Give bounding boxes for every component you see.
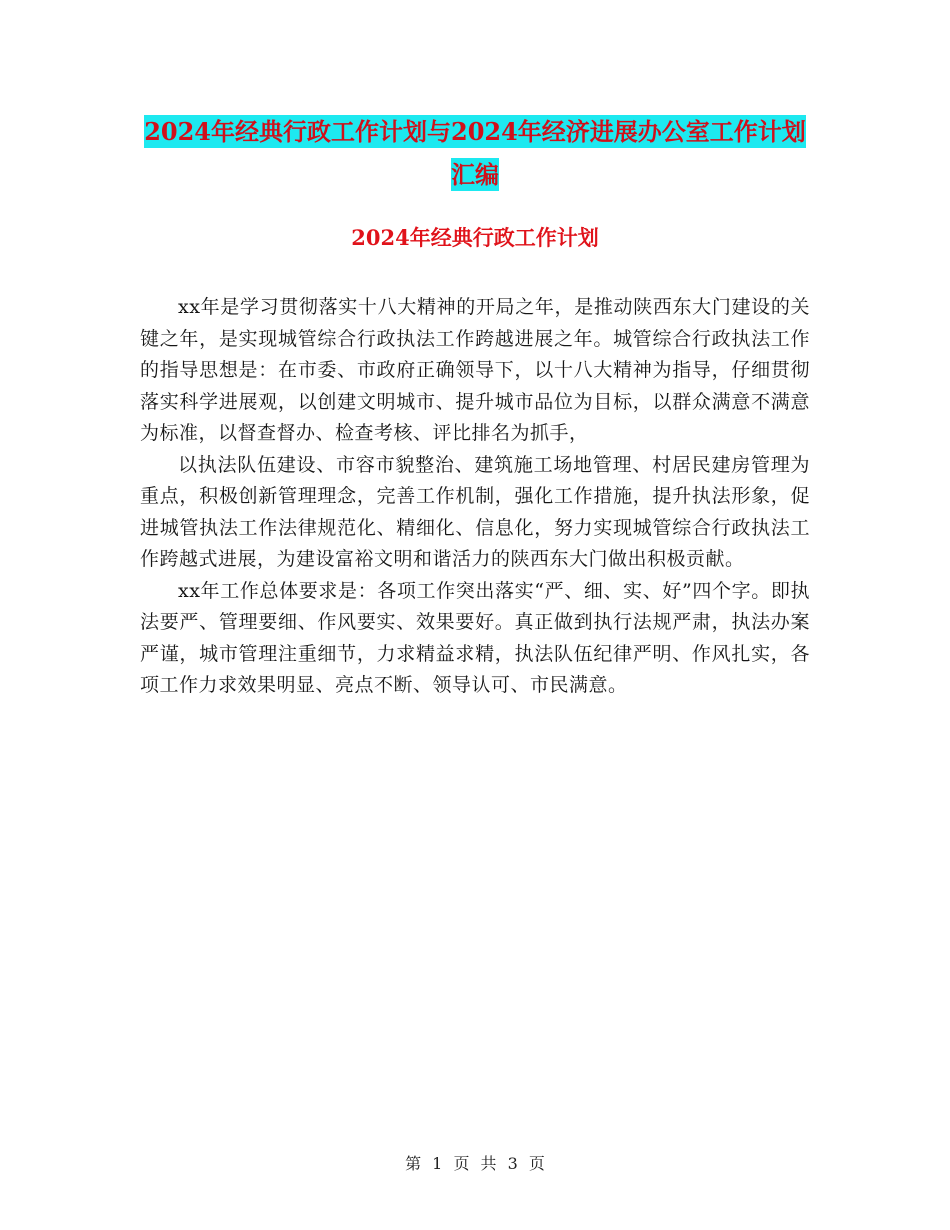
document-body — [140, 292, 810, 702]
paragraph-2: 以执法队伍建设、市容市貌整治、建筑施工场地管理、村居民建房管理为重点，积极创新管理理念，完善工作机制，强化工作措施，提升执法形象，促进城管执法工作法律规范化、精细化、信息化，努力实现城管综合行政执法工作跨越式进展，为建设富裕文明和谐活力的陕西东大门做出积极贡献。 — [140, 453, 810, 570]
page-number-footer: 第 1 页 共 3 页 — [405, 1154, 545, 1173]
document-title: 2024年经典行政工作计划与2024年经济进展办公室工作计划汇编 — [144, 117, 806, 189]
document-title-block — [140, 110, 810, 196]
paragraph-3: xx年工作总体要求是：各项工作突出落实“严、细、实、好”四个字。即执法要严、管理要细、作风要实、效果要好。真正做到执行法规严肃，执法办案严谨，城市管理注重细节，力求精益求精，执法队伍纪律严明、作风扎实，各项工作力求效果明显、亮点不断、领导认可、市民满意。 — [140, 579, 810, 696]
section-title: 2024年经典行政工作计划 — [351, 225, 599, 250]
paragraph-1: xx年是学习贯彻落实十八大精神的开局之年，是推动陕西东大门建设的关键之年，是实现城管综合行政执法工作跨越进展之年。城管综合行政执法工作的指导思想是：在市委、市政府正确领导下，以十八大精神为指导，仔细贯彻落实科学进展观，以创建文明城市、提升城市品位为目标，以群众满意不满意为标准，以督查督办、检查考核、评比排名为抓手， — [140, 296, 810, 444]
